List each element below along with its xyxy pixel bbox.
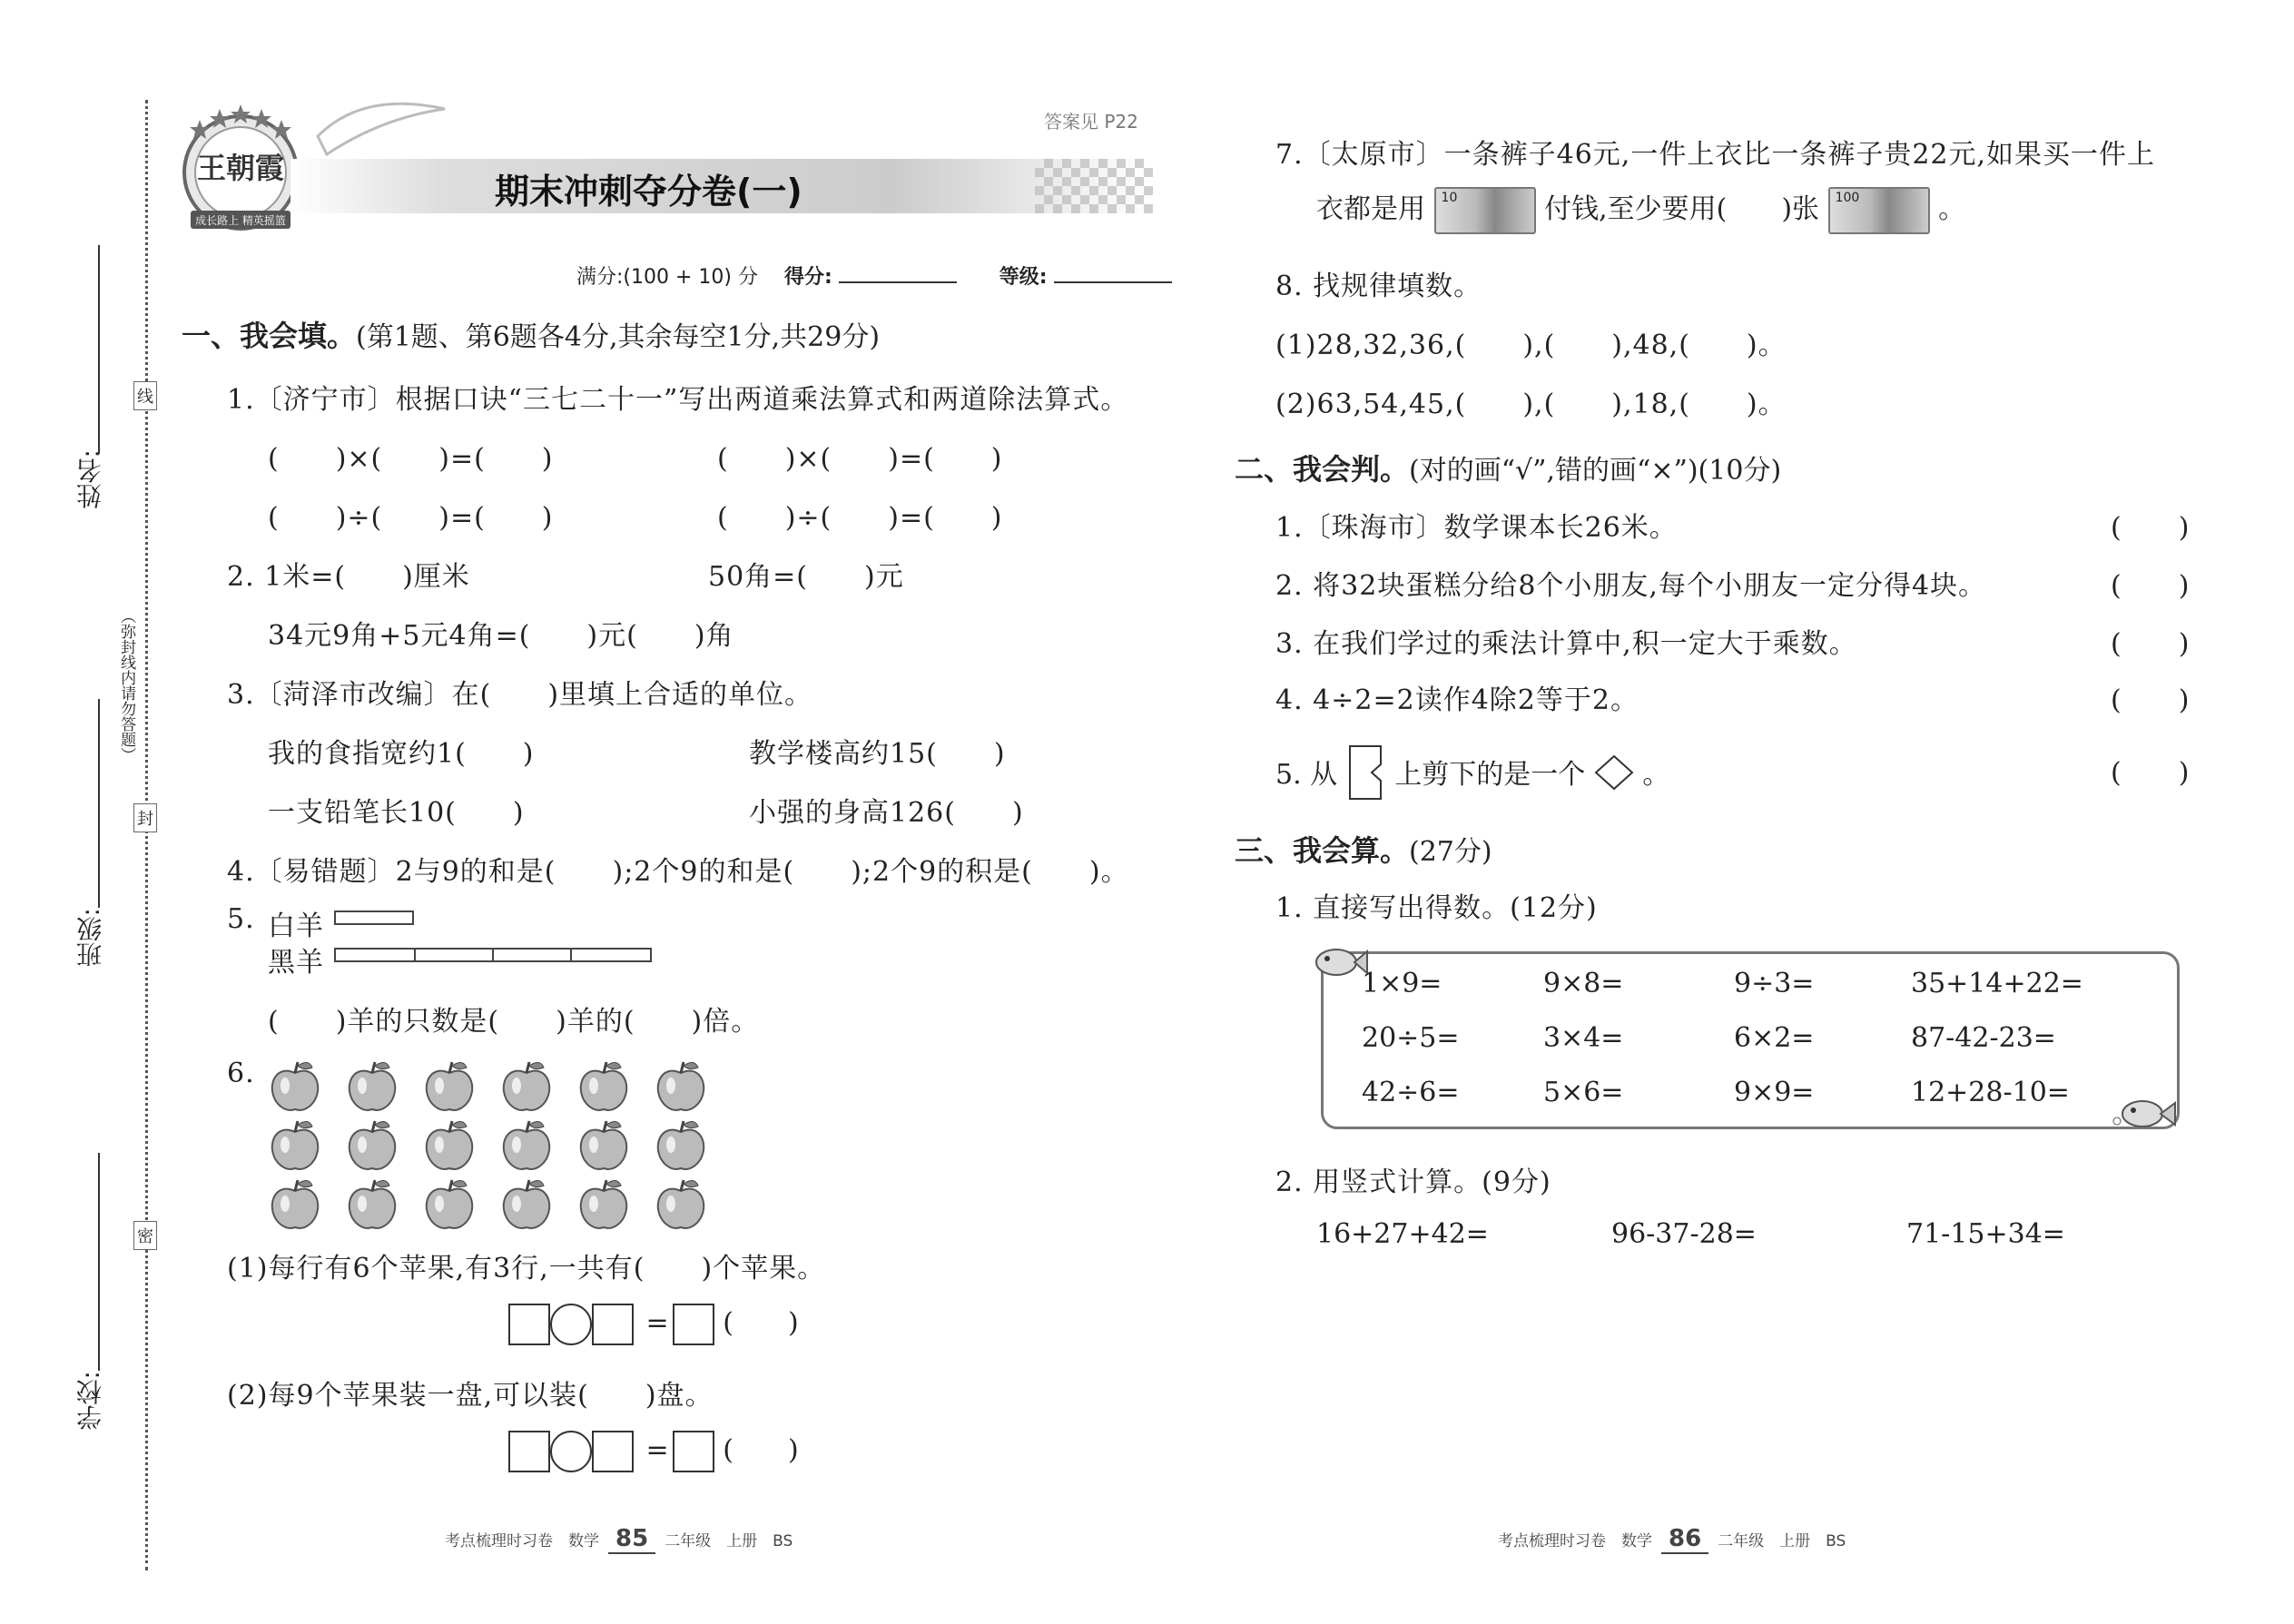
q8-a: (1)28,32,36,( ),( ),48,( )。 [1275,330,1787,361]
judge-blank-4[interactable]: ( ) [2111,684,2191,716]
answer-box[interactable] [592,1304,634,1345]
q7-line2: 衣都是用 10 付钱,至少要用( )张 100 。 [1316,186,1965,234]
calc-q2: 2. 用竖式计算。(9分) [1275,1166,1551,1198]
q3-c: 一支铅笔长10( ) [268,797,525,829]
vertical-calc: 96-37-28= [1611,1218,1757,1250]
answer-box[interactable] [592,1431,634,1472]
page-title: 期末冲刺夺分卷(一) [495,172,802,212]
answer-ref: 答案见 P22 [1044,111,1138,133]
calc-q1: 1. 直接写出得数。(12分) [1275,892,1598,924]
q6-eq1: = ( ) [508,1300,799,1345]
seal-mark-seal: 封 [133,803,157,832]
calc-cell: 5×6= [1543,1077,1624,1108]
seal-mark-secret: 密 [133,1221,157,1250]
apple-icon [272,1180,319,1228]
q3-d: 小强的身高126( ) [749,797,1024,829]
grade-field[interactable] [1054,281,1172,283]
section3-heading: 三、我会算。(27分) [1235,833,1492,868]
school-label: 学校: [75,1371,105,1431]
calc-cell: 3×4= [1543,1022,1624,1054]
q3-stem: 3.〔菏泽市改编〕在( )里填上合适的单位。 [227,679,813,711]
seal-mark-line: 线 [133,381,157,410]
calc-cell: 20÷5= [1362,1022,1460,1054]
operator-circle[interactable] [550,1431,592,1472]
q1-row1b: ( )×( )=( ) [717,443,1003,475]
full-score: 满分:(100 + 10) 分 [576,266,758,289]
page-number: 85 [608,1525,655,1554]
q8: 8. 找规律填数。 [1275,271,1482,302]
apple-icon [272,1121,319,1169]
white-sheep-label: 白羊 [268,910,324,942]
apple-icon [504,1062,550,1110]
q6-p2: (2)每9个苹果装一盘,可以装( )盘。 [227,1380,714,1412]
calc-cell: 35+14+22= [1911,968,2083,999]
q4: 4.〔易错题〕2与9的和是( );2个9的和是( );2个9的积是( )。 [227,856,1129,888]
apple-icon [658,1062,704,1110]
brand-tagline: 成长路上 精英摇篮 [195,214,286,227]
footer-left: 考点梳理时习卷 数学 85 二年级 上册 BS [445,1525,793,1552]
q6-num: 6. [227,1058,255,1089]
q8-b: (2)63,54,45,( ),( ),18,( )。 [1275,389,1787,420]
q3-b: 教学楼高约15( ) [749,738,1006,770]
folded-paper-icon [1346,744,1386,808]
calc-cell: 9×8= [1543,968,1624,999]
apple-icon [581,1062,627,1110]
footer-right: 考点梳理时习卷 数学 86 二年级 上册 BS [1498,1525,1846,1552]
apple-icon [427,1062,473,1110]
banknote-10-icon: 10 [1434,187,1536,234]
apple-icon [504,1121,550,1169]
score-line [576,261,1172,290]
apple-icon [350,1121,396,1169]
judge-item-3: 3. 在我们学过的乘法计算中,积一定大于乘数。 [1275,628,1857,660]
q6-eq2: = ( ) [508,1427,799,1472]
judge-blank-3[interactable]: ( ) [2111,628,2191,660]
calc-cell: 1×9= [1362,968,1442,999]
calc-cell: 42÷6= [1362,1077,1460,1108]
calc-cell: 87-42-23= [1911,1022,2056,1054]
name-field[interactable] [98,245,100,454]
judge-blank-5[interactable]: ( ) [2111,757,2191,789]
school-field[interactable] [98,1153,100,1371]
title-checker [1035,159,1153,213]
seal-dashed-line [145,100,148,1570]
q7-line1: 7.〔太原市〕一条裤子46元,一件上衣比一条裤子贵22元,如果买一件上 [1275,139,2156,171]
q2-a: 2. 1米=( )厘米 [227,561,470,593]
seal-note: （弥封线内请勿答题） [117,608,136,763]
fish-icon [2106,1085,2179,1143]
vertical-calc: 71-15+34= [1906,1218,2065,1250]
apple-icon [350,1180,396,1228]
judge-item-5: 5. 从 上剪下的是一个 。 [1275,744,1669,808]
calc-cell: 12+28-10= [1911,1077,2070,1108]
calc-cell: 9÷3= [1734,968,1815,999]
black-sheep-label: 黑羊 [268,947,324,979]
diamond-icon [1594,754,1634,798]
judge-item-1: 1.〔珠海市〕数学课本长26米。 [1275,512,1678,544]
vertical-calc: 16+27+42= [1316,1218,1489,1250]
brand-name: 王朝霞 [196,151,284,185]
apple-icon [581,1180,627,1228]
banknote-100-icon: 100 [1828,187,1930,234]
q1-row2a: ( )÷( )=( ) [268,502,554,534]
judge-blank-2[interactable]: ( ) [2111,570,2191,602]
apple-icon [427,1180,473,1228]
apple-icon [658,1121,704,1169]
q2-b: 50角=( )元 [708,561,904,593]
apple-icon [504,1180,550,1228]
judge-blank-1[interactable]: ( ) [2111,512,2191,544]
apple-icon [427,1121,473,1169]
q1-row2b: ( )÷( )=( ) [717,502,1003,534]
answer-box[interactable] [508,1304,550,1345]
answer-box[interactable] [673,1431,714,1472]
class-label: 班级: [75,908,105,968]
q3-a: 我的食指宽约1( ) [268,738,535,770]
calc-cell: 6×2= [1734,1022,1815,1054]
brand-logo [172,100,309,236]
answer-box[interactable] [508,1431,550,1472]
apple-icon [350,1062,396,1110]
black-sheep-bar [334,948,652,962]
apple-icon [658,1180,704,1228]
apple-icon [272,1062,319,1110]
q1-row1a: ( )×( )=( ) [268,443,554,475]
q2-c: 34元9角+5元4角=( )元( )角 [268,620,734,652]
q1-stem: 1.〔济宁市〕根据口诀“三七二十一”写出两道乘法算式和两道除法算式。 [227,384,1129,416]
section2-heading: 二、我会判。(对的画“√”,错的画“×”)(10分) [1235,452,1782,487]
apple-grid [263,1053,717,1235]
judge-item-4: 4. 4÷2=2读作4除2等于2。 [1275,684,1639,716]
q5-num: 5. [227,903,255,935]
name-label: 姓名: [75,449,105,509]
judge-item-2: 2. 将32块蛋糕分给8个小朋友,每个小朋友一定分得4块。 [1275,570,1987,602]
unit-blank[interactable]: ( ) [723,1307,799,1339]
unit-blank[interactable]: ( ) [723,1434,799,1466]
score-label: 得分: [783,266,832,289]
grade-label: 等级: [999,266,1048,289]
white-sheep-bar [334,910,414,925]
class-field[interactable] [98,699,100,908]
page-number: 86 [1661,1525,1708,1554]
ribbon-decoration [309,91,454,167]
calc-cell: 9×9= [1734,1077,1815,1108]
apple-icon [581,1121,627,1169]
answer-box[interactable] [673,1304,714,1345]
section1-heading: 一、我会填。(第1题、第6题各4分,其余每空1分,共29分) [182,319,881,353]
operator-circle[interactable] [550,1304,592,1345]
q6-p1: (1)每行有6个苹果,有3行,一共有( )个苹果。 [227,1253,826,1284]
q5-answer: ( )羊的只数是( )羊的( )倍。 [268,1006,760,1038]
score-field[interactable] [839,281,957,283]
